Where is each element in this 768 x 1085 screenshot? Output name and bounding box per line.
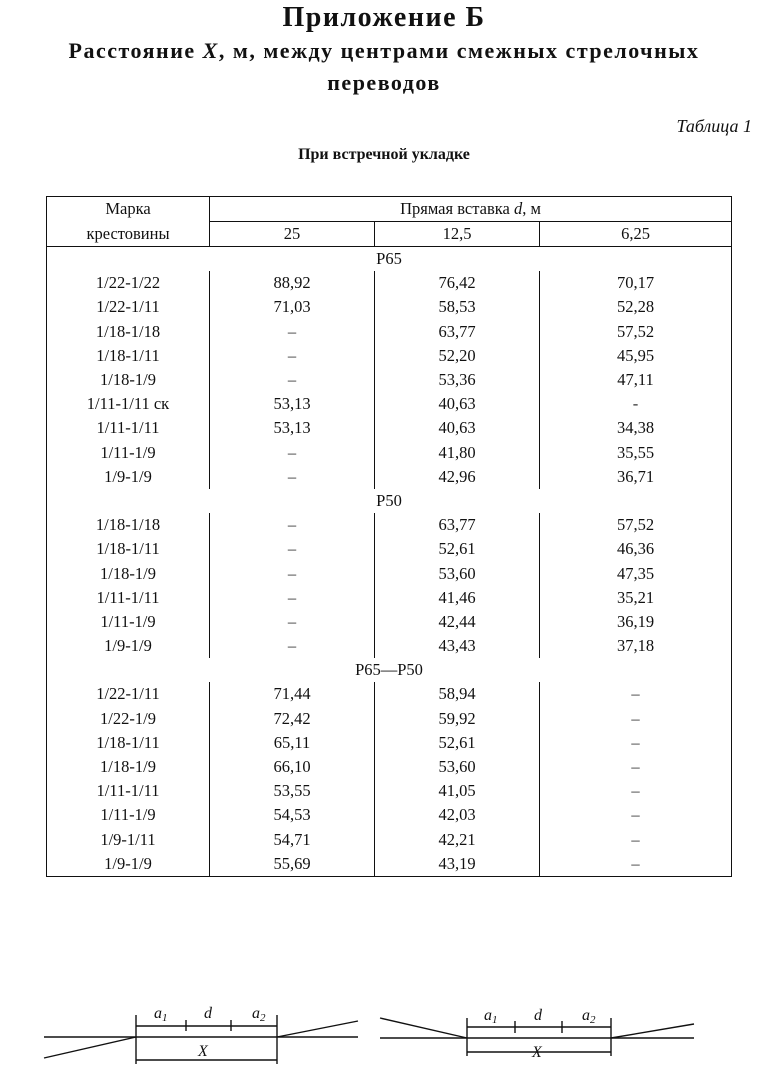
- label-a2-left: a2: [252, 1005, 266, 1024]
- cell-mark: 1/9-1/9: [47, 465, 210, 489]
- cell-value: –: [210, 634, 375, 658]
- cell-value: –: [631, 853, 640, 873]
- cell-mark: 1/11-1/11: [47, 779, 210, 803]
- diagram-right-labels: [484, 1007, 596, 1061]
- cell-value: 34,38: [616, 418, 655, 438]
- cell-value: –: [631, 708, 640, 728]
- table-row: [47, 731, 732, 755]
- table-row: [47, 779, 732, 803]
- cell-value: 53,36: [375, 368, 540, 392]
- cell-value: 65,11: [210, 731, 375, 755]
- table-row: [47, 441, 732, 465]
- cell-value: –: [631, 732, 640, 752]
- cell-mark: 1/11-1/9: [47, 441, 210, 465]
- cell-value: 71,44: [210, 682, 375, 706]
- cell-value: 41,80: [375, 441, 540, 465]
- group-row: [47, 658, 732, 682]
- cell-mark: 1/9-1/11: [47, 828, 210, 852]
- cell-value: 42,03: [375, 803, 540, 827]
- cell-mark: 1/18-1/11: [47, 537, 210, 561]
- cell-value: 36,71: [616, 466, 655, 486]
- cell-value: 35,21: [616, 587, 655, 607]
- cell-value: 35,55: [616, 442, 655, 462]
- cell-value: 43,43: [375, 634, 540, 658]
- cell-value: –: [210, 513, 375, 537]
- table-row: [47, 513, 732, 537]
- cell-value: 37,18: [616, 636, 655, 656]
- cell-value: 58,94: [375, 682, 540, 706]
- label-a2-right: a2: [582, 1007, 596, 1026]
- label-x-left: X: [198, 1043, 208, 1060]
- cell-mark: 1/9-1/9: [47, 852, 210, 877]
- table-row: [47, 852, 732, 877]
- header-insert: Прямая вставка d, м: [210, 197, 732, 222]
- cell-value: 54,53: [210, 803, 375, 827]
- cell-value: 53,60: [375, 755, 540, 779]
- group-row: [47, 489, 732, 513]
- cell-mark: 1/11-1/9: [47, 803, 210, 827]
- cell-value: 59,92: [375, 707, 540, 731]
- cell-value: 71,03: [210, 295, 375, 319]
- cell-mark: 1/22-1/9: [47, 707, 210, 731]
- cell-mark: 1/18-1/18: [47, 320, 210, 344]
- page-title: Приложение Б: [282, 2, 486, 33]
- cell-value: 57,52: [616, 321, 655, 341]
- cell-value: –: [210, 610, 375, 634]
- group-label: Р65: [376, 249, 402, 269]
- cell-mark: 1/18-1/9: [47, 368, 210, 392]
- group-label: Р50: [376, 490, 402, 510]
- group-row: [47, 247, 732, 272]
- cell-value: 40,63: [375, 392, 540, 416]
- header-mark: Марка: [47, 197, 210, 222]
- cell-value: –: [631, 757, 640, 777]
- cell-value: 47,35: [616, 563, 655, 583]
- title-block: [0, 2, 768, 98]
- cell-value: –: [210, 537, 375, 561]
- cell-value: 88,92: [210, 271, 375, 295]
- header-mark-line2: крестовины: [47, 222, 210, 247]
- cell-value: –: [210, 441, 375, 465]
- cell-value: 42,44: [375, 610, 540, 634]
- switch-diagrams: [0, 990, 768, 1085]
- cell-value: 52,61: [375, 537, 540, 561]
- table-row: [47, 368, 732, 392]
- cell-value: 47,11: [617, 370, 654, 390]
- cell-value: 53,60: [375, 561, 540, 585]
- group-label: Р65—Р50: [355, 660, 423, 680]
- cell-value: 42,96: [375, 465, 540, 489]
- table-row: [47, 634, 732, 658]
- cell-mark: 1/11-1/9: [47, 610, 210, 634]
- table-row: [47, 803, 732, 827]
- cell-value: –: [631, 805, 640, 825]
- cell-value: 42,21: [375, 828, 540, 852]
- cell-value: 66,10: [210, 755, 375, 779]
- cell-mark: 1/18-1/11: [47, 344, 210, 368]
- cell-value: 52,20: [375, 344, 540, 368]
- cell-value: –: [210, 368, 375, 392]
- label-d-left: d: [204, 1005, 212, 1022]
- table-row: [47, 344, 732, 368]
- cell-value: 72,42: [210, 707, 375, 731]
- table-row: [47, 537, 732, 561]
- cell-value: 45,95: [616, 345, 655, 365]
- table-row: [47, 707, 732, 731]
- cell-value: –: [210, 320, 375, 344]
- cell-value: 53,13: [210, 416, 375, 440]
- table-row: [47, 465, 732, 489]
- label-a1-left: a1: [154, 1005, 168, 1024]
- cell-value: –: [210, 561, 375, 585]
- cell-value: 41,05: [375, 779, 540, 803]
- cell-value: –: [210, 586, 375, 610]
- header-value-12-5: 12,5: [375, 222, 540, 247]
- header-value-25: 25: [210, 222, 375, 247]
- cell-mark: 1/18-1/9: [47, 755, 210, 779]
- table-row: [47, 586, 732, 610]
- cell-value: –: [631, 829, 640, 849]
- cell-value: 41,46: [375, 586, 540, 610]
- cell-mark: 1/11-1/11 ск: [47, 392, 210, 416]
- cell-value: 52,28: [616, 297, 655, 317]
- page-subtitle-line2: переводов: [327, 70, 441, 95]
- cell-mark: 1/18-1/9: [47, 561, 210, 585]
- cell-mark: 1/9-1/9: [47, 634, 210, 658]
- cell-value: 63,77: [375, 320, 540, 344]
- cell-value: -: [632, 394, 639, 414]
- header-value-6-25: 6,25: [540, 222, 732, 247]
- cell-mark: 1/11-1/11: [47, 416, 210, 440]
- cell-value: 43,19: [375, 852, 540, 877]
- label-d-right: d: [534, 1007, 542, 1024]
- cell-value: 55,69: [210, 852, 375, 877]
- cell-value: 57,52: [616, 515, 655, 535]
- cell-value: –: [210, 344, 375, 368]
- table-row: [47, 828, 732, 852]
- distance-table: [46, 196, 732, 877]
- page-subtitle: Расстояние X, м, между центрами смежных стрелочных: [68, 38, 700, 63]
- table-row: [47, 416, 732, 440]
- table-row: [47, 271, 732, 295]
- cell-value: –: [631, 781, 640, 801]
- cell-mark: 1/22-1/22: [47, 271, 210, 295]
- cell-value: –: [631, 684, 640, 704]
- cell-value: 46,36: [616, 539, 655, 559]
- cell-value: 63,77: [375, 513, 540, 537]
- cell-mark: 1/22-1/11: [47, 295, 210, 319]
- table-row: [47, 755, 732, 779]
- cell-mark: 1/18-1/11: [47, 731, 210, 755]
- cell-mark: 1/11-1/11: [47, 586, 210, 610]
- cell-mark: 1/22-1/11: [47, 682, 210, 706]
- cell-value: –: [210, 465, 375, 489]
- label-a1-right: a1: [484, 1007, 498, 1026]
- cell-value: 58,53: [375, 295, 540, 319]
- table-row: [47, 561, 732, 585]
- table-row: [47, 392, 732, 416]
- cell-value: 54,71: [210, 828, 375, 852]
- cell-value: 52,61: [375, 731, 540, 755]
- cell-value: 40,63: [375, 416, 540, 440]
- cell-value: 53,55: [210, 779, 375, 803]
- cell-value: 36,19: [616, 611, 655, 631]
- table-row: [47, 682, 732, 706]
- diagram-left-labels: [154, 1005, 266, 1060]
- label-x-right: X: [532, 1044, 542, 1061]
- cell-mark: 1/18-1/18: [47, 513, 210, 537]
- section-heading: При встречной укладке: [298, 146, 470, 163]
- cell-value: 76,42: [375, 271, 540, 295]
- cell-value: 53,13: [210, 392, 375, 416]
- table-body: [47, 247, 732, 877]
- table-row: [47, 610, 732, 634]
- cell-value: 70,17: [616, 273, 655, 293]
- table-label: Таблица 1: [676, 116, 752, 136]
- table-row: [47, 295, 732, 319]
- table-row: [47, 320, 732, 344]
